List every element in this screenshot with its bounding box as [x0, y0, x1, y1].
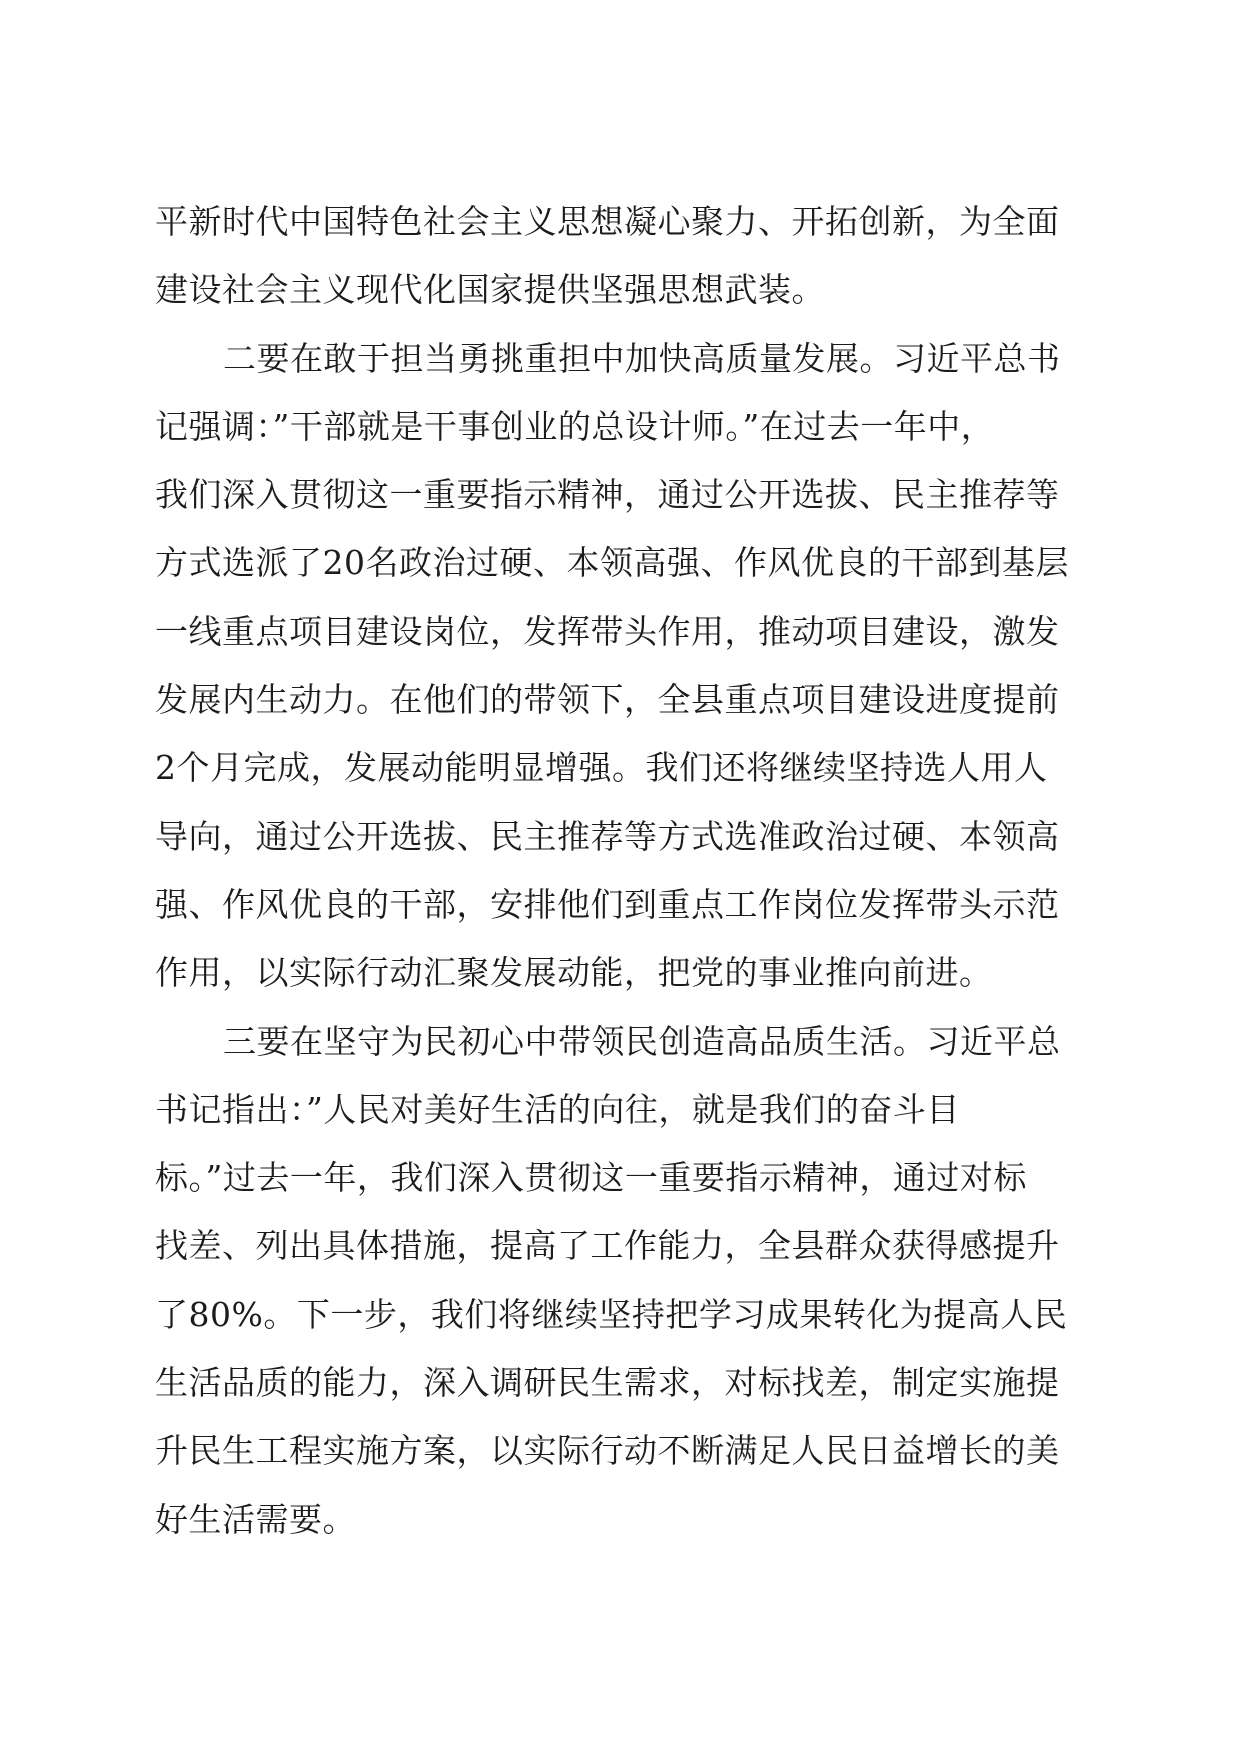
text-line: 找差、列出具体措施，提高了工作能力，全县群众获得感提升 — [155, 1226, 1060, 1266]
text-line: 发展内生动力。在他们的带领下，全县重点项目建设进度提前 — [155, 680, 1060, 720]
text-line: 平新时代中国特色社会主义思想凝心聚力、开拓创新，为全面 — [155, 202, 1060, 241]
text-line: 记强调：”干部就是干事创业的总设计师。”在过去一年中， — [155, 406, 995, 446]
text-line: 了80%。下一步，我们将继续坚持把学习成果转化为提高人民 — [155, 1294, 1068, 1334]
text-line: 一线重点项目建设岗位，发挥带头作用，推动项目建设，激发 — [155, 611, 1060, 651]
paragraph-start-line: 二要在敢于担当勇挑重担中加快高质量发展。习近平总书 — [223, 338, 1061, 378]
text-line: 导向，通过公开选拔、民主推荐等方式选准政治过硬、本领高 — [155, 816, 1060, 856]
text-line: 方式选派了20名政治过硬、本领高强、作风优良的干部到基层 — [155, 543, 1069, 583]
text-line: 升民生工程实施方案，以实际行动不断满足人民日益增长的美 — [155, 1431, 1060, 1471]
text-line: 生活品质的能力，深入调研民生需求，对标找差，制定实施提 — [155, 1363, 1060, 1403]
text-line: 好生活需要。 — [155, 1499, 356, 1539]
paragraph-start-line: 三要在坚守为民初心中带领民创造高品质生活。习近平总 — [223, 1021, 1061, 1061]
text-line: 作用，以实际行动汇聚发展动能，把党的事业推向前进。 — [155, 953, 993, 993]
text-line: 2个月完成，发展动能明显增强。我们还将继续坚持选人用人 — [155, 748, 1048, 788]
text-line: 我们深入贯彻这一重要指示精神，通过公开选拔、民主推荐等 — [155, 475, 1060, 515]
text-line: 标。”过去一年，我们深入贯彻这一重要指示精神，通过对标 — [155, 1158, 1027, 1198]
text-line: 强、作风优良的干部，安排他们到重点工作岗位发挥带头示范 — [155, 884, 1060, 924]
body-text — [155, 188, 1085, 1554]
text-line: 建设社会主义现代化国家提供坚强思想武装。 — [155, 270, 825, 310]
text-line: 书记指出：”人民对美好生活的向往，就是我们的奋斗目 — [155, 1089, 960, 1129]
